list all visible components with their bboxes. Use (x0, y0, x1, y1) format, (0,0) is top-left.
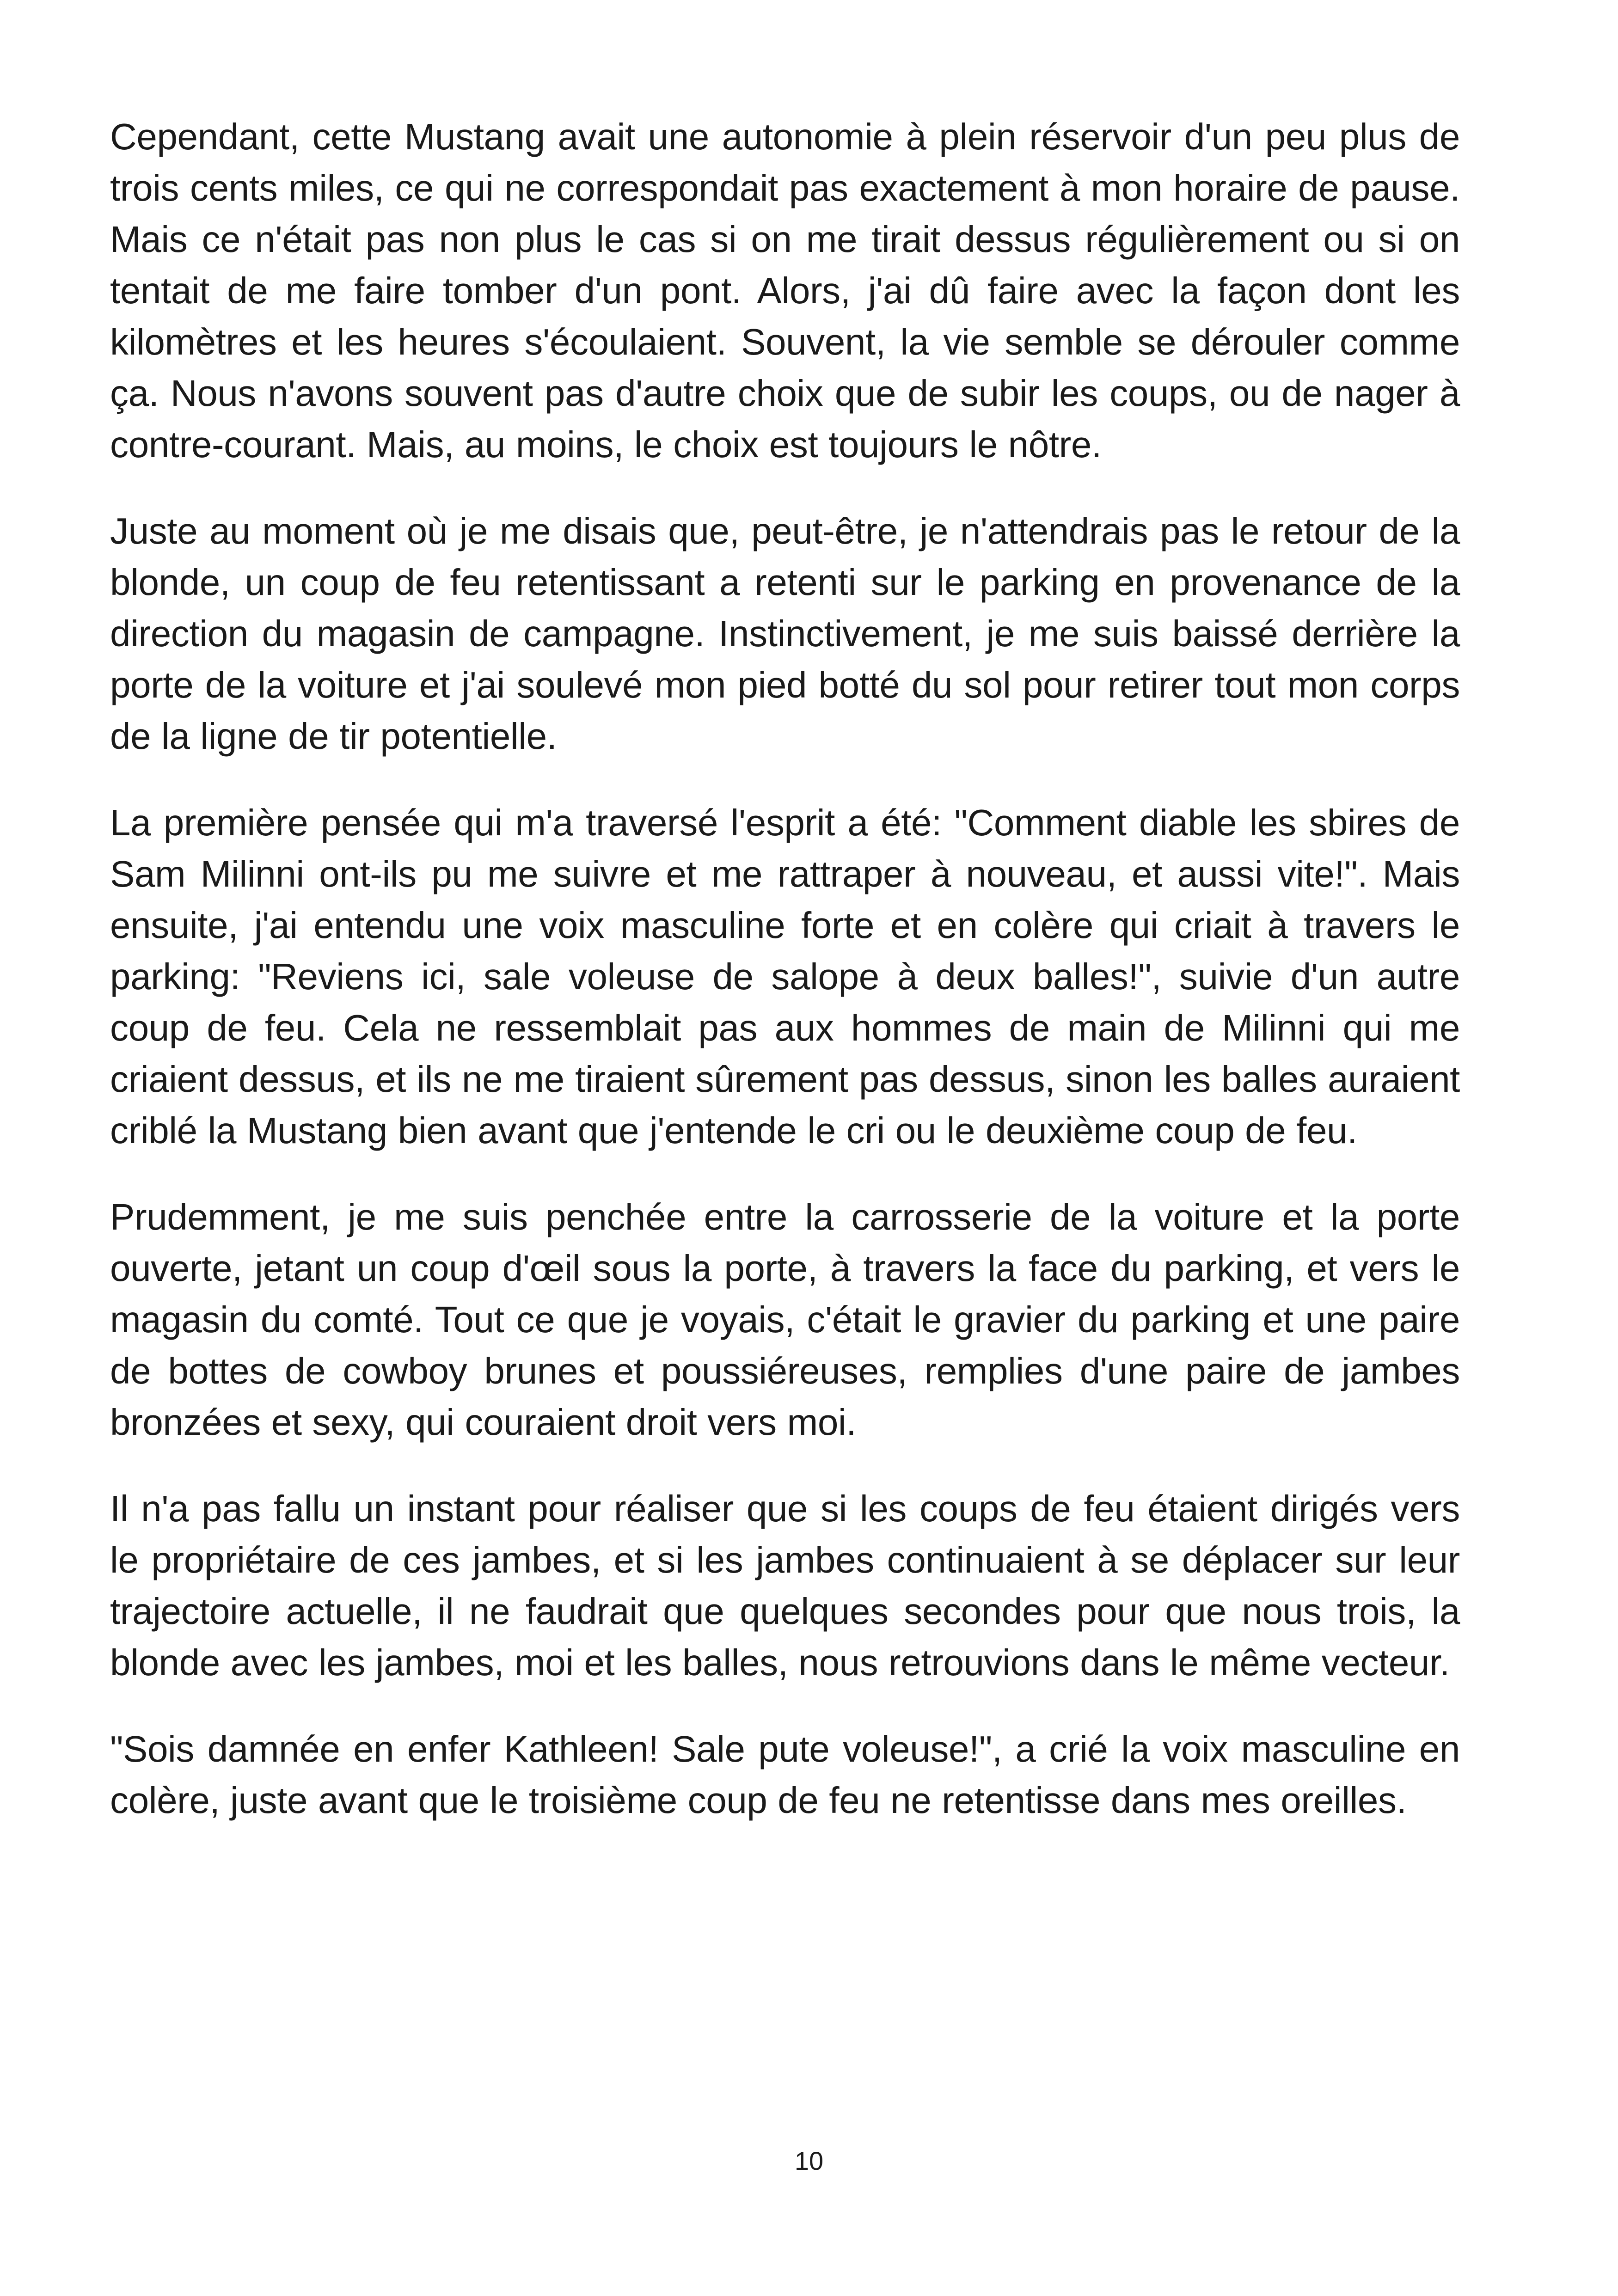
paragraph-4: Prudemment, je me suis penchée entre la carrosserie de la voiture et la porte ouverte, jetant un coup d'œil sous la porte, à travers la face du parking, et vers le magasin du comté. Tout ce que je voyais, c'était le gravier du parking et une paire de bottes de cowboy brunes et poussiéreuses, remplies d'une paire de jambes bronzées et sexy, qui couraient droit vers moi. (110, 1196, 1460, 1443)
paragraph-3: La première pensée qui m'a traversé l'esprit a été: "Comment diable les sbires de Sam Milinni ont-ils pu me suivre et me rattraper à nouveau, et aussi vite!". Mais ensuite, j'ai entendu une voix masculine forte et en colère qui criait à travers le parking: "Reviens ici, sale voleuse de salope à deux balles!", suivie d'un autre coup de feu. Cela ne ressemblait pas aux hommes de main de Milinni qui me criaient dessus, et ils ne me tiraient sûrement pas dessus, sinon les balles auraient criblé la Mustang bien avant que j'entende le cri ou le deuxième coup de feu. (110, 802, 1460, 1151)
page-number: 10 (794, 2146, 824, 2175)
paragraph-5: Il n'a pas fallu un instant pour réaliser que si les coups de feu étaient dirigés vers le propriétaire de ces jambes, et si les jambes continuaient à se déplacer sur leur trajectoire actuelle, il ne faudrait que quelques secondes pour que nous trois, la blonde avec les jambes, moi et les balles, nous retrouvions dans le même vecteur. (110, 1488, 1460, 1683)
body-text (110, 111, 1460, 1861)
paragraph-6: "Sois damnée en enfer Kathleen! Sale pute voleuse!", a crié la voix masculine en colère, juste avant que le troisième coup de feu ne retentisse dans mes oreilles. (110, 1728, 1460, 1821)
paragraph-2: Juste au moment où je me disais que, peut-être, je n'attendrais pas le retour de la blonde, un coup de feu retentissant a retenti sur le parking en provenance de la direction du magasin de campagne. Instinctivement, je me suis baissé derrière la porte de la voiture et j'ai soulevé mon pied botté du sol pour retirer tout mon corps de la ligne de tir potentielle. (110, 510, 1460, 757)
paragraph-1: Cependant, cette Mustang avait une autonomie à plein réservoir d'un peu plus de trois cents miles, ce qui ne correspondait pas exactement à mon horaire de pause. Mais ce n'était pas non plus le cas si on me tirait dessus régulièrement ou si on tentait de me faire tomber d'un pont. Alors, j'ai dû faire avec la façon dont les kilomètres et les heures s'écoulaient. Souvent, la vie semble se dérouler comme ça. Nous n'avons souvent pas d'autre choix que de subir les coups, ou de nager à contre-courant. Mais, au moins, le choix est toujours le nôtre. (110, 116, 1460, 465)
